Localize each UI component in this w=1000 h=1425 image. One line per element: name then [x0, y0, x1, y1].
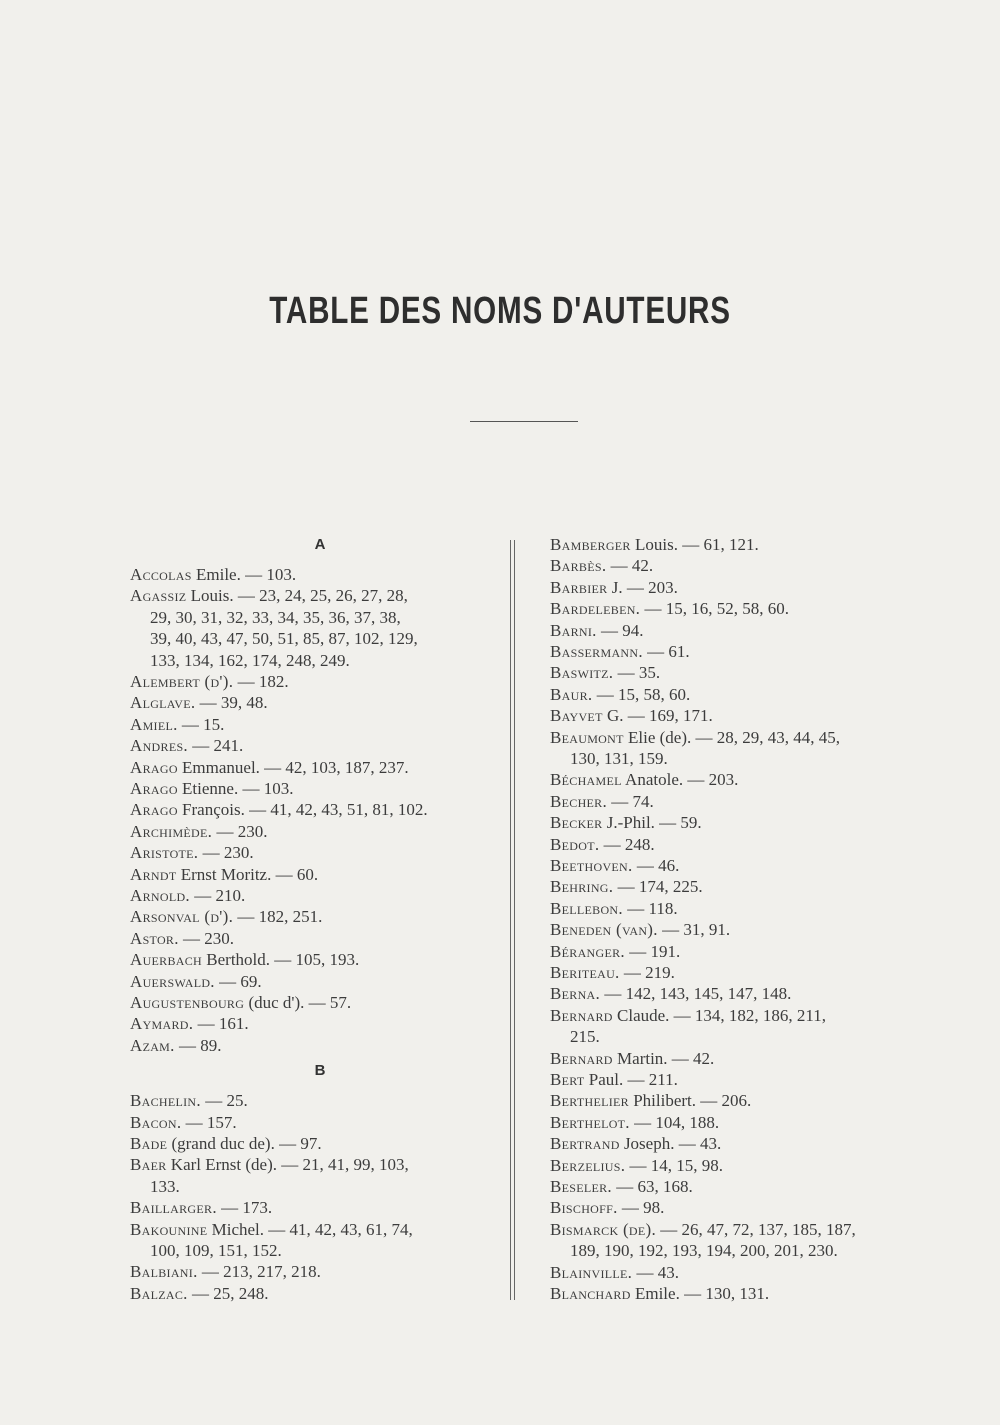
index-entry — [550, 705, 922, 726]
author-name: Bacon. — [130, 1112, 182, 1132]
index-entry — [550, 662, 922, 683]
index-entry — [130, 821, 502, 842]
index-entry — [130, 799, 502, 820]
page-title: TABLE DES NOMS D'AUTEURS — [269, 290, 731, 332]
page-references-continued: 189, 190, 192, 193, 194, 200, 201, 230. — [570, 1241, 838, 1261]
author-name: Bade — [130, 1134, 168, 1153]
page-references: J.-Phil. — 59. — [602, 813, 702, 833]
page-references: Anatole. — 203. — [621, 770, 739, 790]
page-references: — 118. — [622, 898, 678, 918]
index-entry — [130, 671, 502, 692]
author-name: Beethoven. — [550, 856, 633, 875]
index-entry — [550, 855, 922, 876]
page-references: Michel. — 41, 42, 43, 61, 74, — [207, 1219, 413, 1239]
author-name: Bamberger — [550, 535, 631, 554]
page-references: — 182. — [233, 672, 289, 691]
index-entry — [130, 692, 502, 713]
author-name: Bassermann. — [550, 642, 643, 661]
page-references: — 191. — [624, 941, 681, 961]
page-references: — 248. — [599, 834, 655, 854]
index-entry — [550, 1176, 922, 1197]
index-entry — [550, 941, 922, 962]
index-entry — [550, 598, 922, 619]
index-entry — [130, 1154, 502, 1197]
page-references: — 43. — [632, 1262, 679, 1282]
author-name: Blainville. — [550, 1262, 633, 1282]
index-entry — [550, 1112, 922, 1133]
page-references: — 241. — [187, 736, 244, 756]
author-name: Arnold. — [130, 886, 190, 905]
page-references: Louis. — 23, 24, 25, 26, 27, 28, — [186, 586, 408, 606]
page-references: — 173. — [216, 1198, 273, 1218]
author-name: Blanchard — [550, 1284, 631, 1303]
author-name: Arsonval (d'). — [130, 907, 234, 927]
index-entry — [550, 555, 922, 576]
page-references: — 230. — [178, 928, 235, 948]
author-name: Bernard — [550, 1005, 613, 1025]
index-entry — [550, 641, 922, 662]
author-name: Beseler. — [550, 1177, 612, 1196]
index-entry — [130, 1035, 502, 1056]
index-entry — [130, 1197, 502, 1218]
index-entry — [550, 684, 922, 705]
author-name: Auerswald. — [130, 971, 215, 991]
index-entry — [550, 577, 922, 598]
title-rule — [470, 421, 578, 422]
author-name: Bakounine — [130, 1219, 208, 1239]
author-name: Bardeleben. — [550, 599, 641, 619]
section-letter: A — [314, 536, 326, 553]
author-name: Aristote. — [130, 843, 199, 863]
index-entry — [130, 842, 502, 863]
page-references: — 142, 143, 145, 147, 148. — [600, 984, 792, 1004]
author-name: Bert — [550, 1070, 585, 1089]
page-references: — 42. — [606, 556, 654, 576]
page-references: Ernst Moritz. — 60. — [176, 864, 319, 884]
page-references: Berthold. — 105, 193. — [202, 950, 360, 970]
page-references: — 98. — [617, 1198, 665, 1218]
index-entry — [130, 735, 502, 756]
author-name: Aymard. — [130, 1014, 194, 1034]
author-name: Amiel. — [130, 714, 178, 734]
page-references-continued: 133. — [150, 1176, 180, 1196]
page-references-continued: 29, 30, 31, 32, 33, 34, 35, 36, 37, 38, — [150, 607, 401, 627]
author-name: Becher. — [550, 791, 608, 811]
index-entry — [550, 1219, 922, 1262]
page-references-continued: 130, 131, 159. — [570, 749, 668, 768]
index-entry — [130, 714, 502, 735]
page-references: — 35. — [613, 663, 661, 683]
page-references: Martin. — 42. — [612, 1048, 715, 1068]
index-entry — [130, 1261, 502, 1282]
page-references: — 25, 248. — [187, 1283, 269, 1303]
page-references: — 210. — [189, 886, 246, 905]
index-entry — [130, 1090, 502, 1111]
page-references: — 39, 48. — [195, 693, 268, 713]
index-entry — [550, 1283, 922, 1304]
page-references-continued: 215. — [570, 1027, 600, 1047]
page-references: (duc d'). — 57. — [244, 993, 352, 1012]
author-name: Beriteau. — [550, 963, 620, 982]
page-references: G. — 169, 171. — [602, 706, 713, 726]
page-references: — 15, 58, 60. — [592, 684, 691, 704]
index-entry — [550, 1090, 922, 1111]
index-entry — [550, 1155, 922, 1176]
author-name: Alglave. — [130, 693, 196, 713]
index-entry — [130, 585, 502, 671]
index-entry — [130, 906, 502, 927]
author-name: Beaumont — [550, 727, 624, 747]
page-references: — 31, 91. — [657, 920, 731, 940]
author-name: Arago — [130, 779, 178, 798]
author-name: Auerbach — [130, 950, 203, 970]
author-name: Bischoff. — [550, 1198, 618, 1218]
page-references-continued: 133, 134, 162, 174, 248, 249. — [150, 650, 350, 670]
index-entry — [130, 757, 502, 778]
page-references: Emile. — 103. — [191, 565, 297, 584]
index-entry — [130, 971, 502, 992]
author-name: Arndt — [130, 864, 177, 884]
author-name: Augustenbourg — [130, 993, 245, 1012]
page-references: — 157. — [181, 1112, 237, 1132]
index-entry — [130, 564, 502, 585]
page-references: Elie (de). — 28, 29, 43, 44, 45, — [623, 727, 840, 747]
page-references: (grand duc de). — 97. — [167, 1134, 322, 1153]
page-references: Karl Ernst (de). — 21, 41, 99, 103, — [166, 1155, 409, 1175]
page-references: Etienne. — 103. — [177, 779, 294, 798]
page-references: Emmanuel. — 42, 103, 187, 237. — [177, 757, 409, 777]
index-entry — [550, 620, 922, 641]
author-name: Arago — [130, 757, 178, 777]
page-references: — 46. — [632, 856, 680, 875]
author-name: Behring. — [550, 877, 614, 897]
author-name: Accolas — [130, 565, 192, 584]
author-name: Berna. — [550, 984, 601, 1004]
page-references: Claude. — 134, 182, 186, 211, — [612, 1005, 827, 1025]
page-references: — 14, 15, 98. — [625, 1155, 723, 1175]
index-entry — [550, 898, 922, 919]
page-references: — 230. — [212, 821, 268, 841]
index-entry — [130, 885, 502, 906]
index-entry — [550, 919, 922, 940]
page-references: — 74. — [607, 791, 654, 811]
index-entry — [550, 1005, 922, 1048]
index-entry — [130, 1219, 502, 1262]
index-entry — [550, 1133, 922, 1154]
author-name: Agassiz — [130, 586, 187, 606]
index-entry — [550, 962, 922, 983]
section-letter: B — [314, 1062, 326, 1080]
page-references: Emile. — 130, 131. — [630, 1284, 770, 1303]
page-references: — 182, 251. — [233, 907, 323, 927]
page-references: — 26, 47, 72, 137, 185, 187, — [656, 1219, 856, 1239]
index-entry — [130, 1013, 502, 1034]
index-entry — [550, 812, 922, 833]
page-references: — 15, 16, 52, 58, 60. — [640, 599, 789, 619]
index-entry — [130, 992, 502, 1013]
page-references: Philibert. — 206. — [628, 1091, 752, 1111]
index-entry — [130, 1112, 502, 1133]
index-entry — [550, 1069, 922, 1090]
page-references: — 213, 217, 218. — [197, 1262, 321, 1282]
index-entry — [550, 534, 922, 555]
author-name: Archimède. — [130, 821, 213, 841]
index-entry — [550, 769, 922, 790]
page-references: — 15. — [177, 714, 225, 734]
author-name: Alembert (d'). — [130, 672, 234, 691]
author-name: Barbier — [550, 577, 608, 597]
author-name: Bernard — [550, 1048, 613, 1068]
index-entry — [550, 1197, 922, 1218]
page-references-continued: 100, 109, 151, 152. — [150, 1241, 282, 1260]
page-references-continued: 39, 40, 43, 47, 50, 51, 85, 87, 102, 129, — [150, 629, 418, 649]
author-name: Baillarger. — [130, 1198, 217, 1218]
author-name: Baswitz. — [550, 663, 614, 683]
page-references: — 94. — [596, 620, 644, 640]
index-entry — [550, 1262, 922, 1283]
author-name: Andres. — [130, 736, 188, 756]
index-entry — [550, 1048, 922, 1069]
author-name: Berthelier — [550, 1091, 629, 1111]
author-name: Balzac. — [130, 1283, 188, 1303]
author-name: Bertrand — [550, 1134, 620, 1154]
author-name: Beneden (van). — [550, 920, 658, 940]
page-references: — 104, 188. — [629, 1112, 720, 1132]
author-name: Bachelin. — [130, 1091, 201, 1111]
page-references: — 161. — [193, 1014, 249, 1034]
page-references: François. — 41, 42, 43, 51, 81, 102. — [177, 800, 428, 820]
author-name: Azam. — [130, 1035, 175, 1055]
author-name: Béchamel — [550, 770, 622, 790]
author-name: Becker — [550, 813, 603, 833]
page-references: — 25. — [200, 1091, 248, 1111]
page-references: — 174, 225. — [613, 877, 703, 897]
author-name: Arago — [130, 800, 178, 820]
author-name: Berzelius. — [550, 1155, 626, 1175]
page-references: Joseph. — 43. — [619, 1134, 722, 1154]
page-references: Louis. — 61, 121. — [630, 535, 759, 554]
author-name: Barni. — [550, 620, 597, 640]
index-entry — [550, 983, 922, 1004]
page-references: — 219. — [619, 963, 675, 982]
author-name: Barbès. — [550, 556, 607, 576]
index-entry — [130, 1133, 502, 1154]
author-name: Astor. — [130, 928, 179, 948]
index-entry — [550, 791, 922, 812]
page-references: — 61. — [642, 642, 690, 661]
column-divider — [510, 540, 515, 1300]
index-entry — [130, 949, 502, 970]
index-entry — [550, 727, 922, 770]
index-entry — [550, 834, 922, 855]
index-entry — [550, 876, 922, 897]
index-entry — [130, 928, 502, 949]
page-references: Paul. — 211. — [584, 1070, 678, 1089]
page-references: J. — 203. — [607, 577, 678, 597]
author-name: Béranger. — [550, 941, 625, 961]
page-references: — 69. — [214, 971, 262, 991]
index-entry — [130, 864, 502, 885]
index-entry — [130, 778, 502, 799]
page-references: — 89. — [174, 1035, 222, 1055]
page-references: — 230. — [198, 843, 254, 863]
author-name: Baer — [130, 1155, 167, 1175]
author-name: Bismarck (de). — [550, 1219, 657, 1239]
author-name: Bedot. — [550, 834, 600, 854]
author-name: Berthelot. — [550, 1112, 630, 1132]
author-name: Baur. — [550, 684, 593, 704]
author-name: Balbiani. — [130, 1262, 198, 1282]
author-name: Bellebon. — [550, 898, 623, 918]
page-references: — 63, 168. — [612, 1177, 693, 1196]
author-name: Bayvet — [550, 706, 603, 726]
index-entry — [130, 1283, 502, 1304]
